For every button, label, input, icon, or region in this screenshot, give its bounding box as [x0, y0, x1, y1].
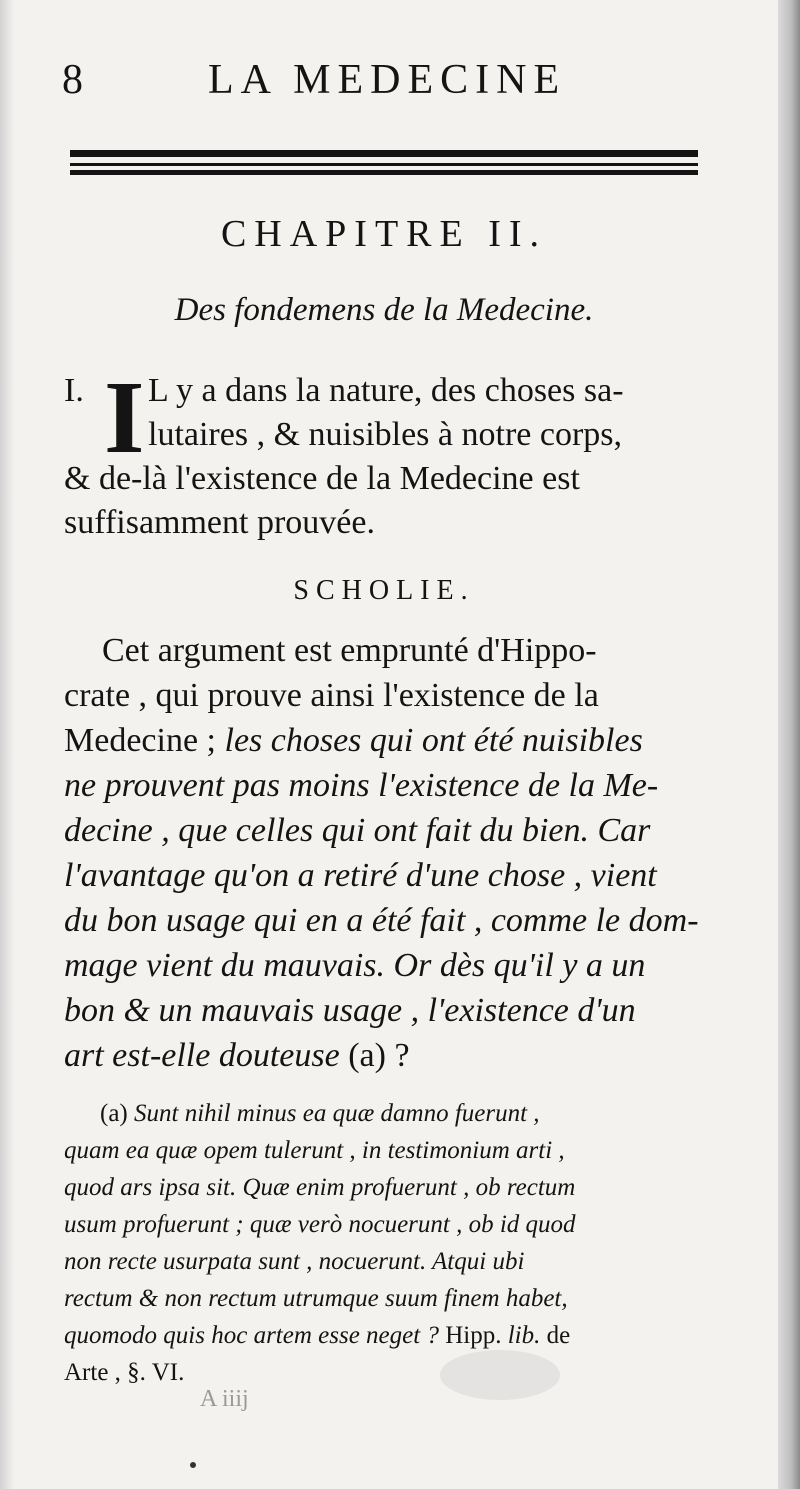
footnote-citation: Arte , §. VI.: [64, 1359, 185, 1386]
ornamental-rule: [70, 150, 698, 157]
scholie-line: [64, 947, 645, 985]
scholie-line-roman: Cet argument est emprunté d'Hippo-: [102, 632, 597, 669]
running-title: LA MEDECINE: [208, 57, 567, 103]
ornamental-rule: [70, 170, 698, 175]
footnote-line: [64, 1248, 524, 1276]
scholie-line-italic: decine , que celles qui ont fait du bien. Car: [64, 812, 651, 849]
footnote-citation-end: de: [540, 1322, 571, 1349]
footnote-line: [64, 1211, 576, 1239]
footnote-citation: Hipp.: [438, 1322, 508, 1349]
scholie-line: [64, 992, 636, 1030]
scholie-line-roman: crate , qui prouve ainsi l'existence de la: [64, 677, 599, 714]
scholie-line: [64, 767, 658, 805]
ornamental-rule: [70, 163, 698, 166]
footnote-text: usum profuerunt ; quæ verò nocuerunt , ob id quod: [64, 1211, 576, 1238]
article-number: I.: [64, 372, 84, 409]
footnote-citation-italic: lib.: [507, 1322, 541, 1349]
footnote-text: quod ars ipsa sit. Quæ enim profuerunt , ob rectum: [64, 1174, 576, 1201]
scholie-line: [64, 1037, 410, 1075]
scholie-line-italic: bon & un mauvais usage , l'existence d'un: [64, 992, 636, 1029]
footnote-text: quomodo quis hoc artem esse neget ?: [64, 1322, 439, 1349]
ink-dot: [190, 1462, 196, 1468]
footnote-marker: (a): [100, 1100, 134, 1127]
scholie-heading: SCHOLIE.: [293, 575, 475, 606]
scholie-line: [64, 722, 643, 760]
signature-mark: A iiij: [200, 1386, 249, 1412]
scholie-line-italic: ne prouvent pas moins l'existence de la Me-: [64, 767, 659, 804]
footnote-line: [64, 1285, 568, 1313]
page-edge-shadow: [778, 0, 800, 1489]
footnote-text: Sunt nihil minus ea quæ damno fuerunt ,: [134, 1100, 540, 1127]
footnote-line: [64, 1174, 575, 1202]
scholie-line: [102, 632, 597, 670]
article-line: L y a dans la nature, des choses sa-: [148, 372, 624, 409]
footnote-reference: (a) ?: [339, 1037, 410, 1074]
footnote-line: [64, 1322, 570, 1350]
footnote-line: [100, 1100, 540, 1128]
footnote-line: [64, 1359, 184, 1387]
page-gutter-shadow: [0, 0, 14, 1489]
scholie-line-italic: art est-elle douteuse: [64, 1037, 340, 1074]
footnote-line: [64, 1137, 565, 1165]
scholie-line-italic: l'avantage qu'on a retiré d'une chose , vient: [64, 857, 657, 894]
footnote-text: rectum & non rectum utrumque suum finem habet,: [64, 1285, 568, 1312]
scholie-line: [64, 857, 657, 895]
scholie-line-roman: Medecine ;: [64, 722, 225, 759]
footnote-text: quam ea quæ opem tulerunt , in testimonium arti ,: [64, 1137, 565, 1164]
footnote-text: non recte usurpata sunt , nocuerunt. Atqui ubi: [64, 1248, 525, 1275]
article-line: & de-là l'existence de la Medecine est: [64, 460, 580, 497]
running-head: [62, 56, 702, 106]
scholie-line: [64, 812, 650, 850]
scholie-line: [64, 677, 599, 715]
article-line: lutaires , & nuisibles à notre corps,: [148, 416, 623, 453]
scholie-line-italic: du bon usage qui en a été fait , comme le dom-: [64, 902, 699, 939]
chapter-heading: CHAPITRE II.: [220, 213, 548, 255]
drop-initial: I: [104, 360, 145, 475]
scholie-line-italic: mage vient du mauvais. Or dès qu'il y a un: [64, 947, 646, 984]
scholie-line: [64, 902, 699, 940]
page-number: 8: [62, 57, 88, 103]
paper-stain: [440, 1350, 560, 1400]
article-line: suffisamment prouvée.: [64, 504, 375, 541]
scholie-line-italic: les choses qui ont été nuisibles: [224, 722, 643, 759]
chapter-subtitle: Des fondemens de la Medecine.: [174, 292, 594, 328]
